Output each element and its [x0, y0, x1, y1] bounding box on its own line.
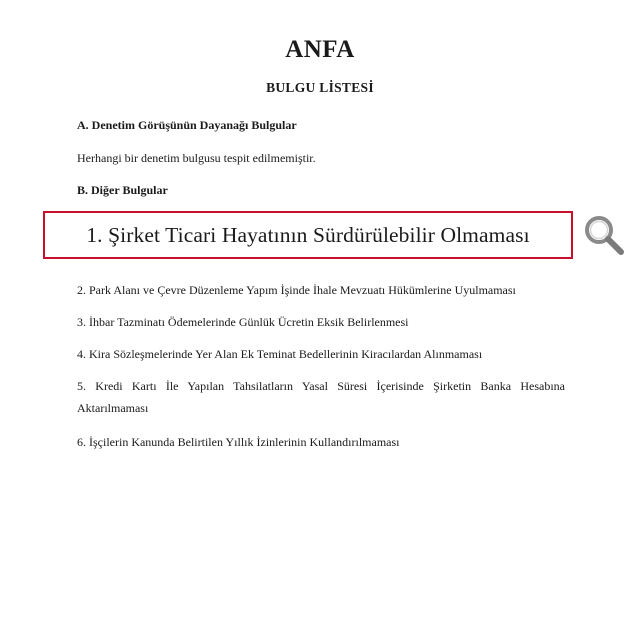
document-subtitle: BULGU LİSTESİ	[266, 80, 374, 95]
finding-item: 3. İhbar Tazminatı Ödemelerinde Günlük Ücretin Eksik Belirlenmesi	[77, 315, 409, 329]
highlighted-finding-text: 1. Şirket Ticari Hayatının Sürdürülebilir Olmaması	[86, 222, 530, 247]
finding-item: 2. Park Alanı ve Çevre Düzenleme Yapım İşinde İhale Mevzuatı Hükümlerine Uyulmaması	[77, 283, 516, 297]
finding-item: 5. Kredi Kartı İle Yapılan Tahsilatların Yasal Süresi İçerisinde Şirketin Banka Hesabına Aktarılmaması	[77, 379, 565, 415]
finding-item: 4. Kira Sözleşmelerinde Yer Alan Ek Teminat Bedellerinin Kiracılardan Alınmaması	[77, 347, 483, 361]
section-a-heading: A. Denetim Görüşünün Dayanağı Bulgular	[77, 118, 297, 132]
highlighted-finding-box	[43, 211, 573, 259]
finding-item: 6. İşçilerin Kanunda Belirtilen Yıllık İzinlerinin Kullandırılmaması	[77, 435, 400, 449]
magnifying-glass-icon	[582, 213, 626, 257]
section-a-note: Herhangi bir denetim bulgusu tespit edilmemiştir.	[77, 151, 316, 165]
document-title: ANFA	[285, 36, 355, 63]
section-b-heading: B. Diğer Bulgular	[77, 183, 168, 197]
